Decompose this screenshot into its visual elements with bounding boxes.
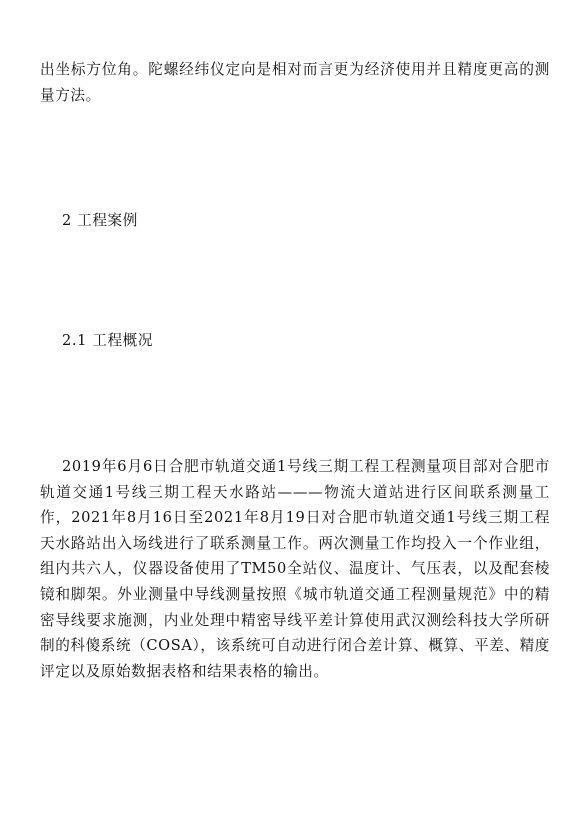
intro-paragraph: 出坐标方位角。陀螺经纬仪定向是相对而言更为经济使用并且精度更高的测量方法。 [40,61,550,104]
project-overview-paragraph: 2019年6月6日合肥市轨道交通1号线三期工程工程测量项目部对合肥市轨道交通1号线三期工程天水路站———物流大道站进行区间联系测量工作，2021年8月16日至2021年8月19日对合肥市轨道交通1号线三期工程天水路站出入场线进行了联系测量工作。两次测量工作均投入一个作业组，组内共六人，仪器设备使用了TM50全站仪、温度计、气压表，以及配套棱镜和脚架。外业测量中导线测量按照《城市轨道交通工程测量规范》中的精密导线要求施测，内业处理中精密导线平差计算使用武汉测绘科技大学所研制的科傻系统（COSA），该系统可自动进行闭合差计算、概算、平差、精度评定以及原始数据表格和结果表格的输出。 [40,458,550,680]
section-heading-engineering-case: 2 工程案例 [62,212,138,229]
subsection-heading-project-overview: 2.1 工程概况 [62,332,154,349]
